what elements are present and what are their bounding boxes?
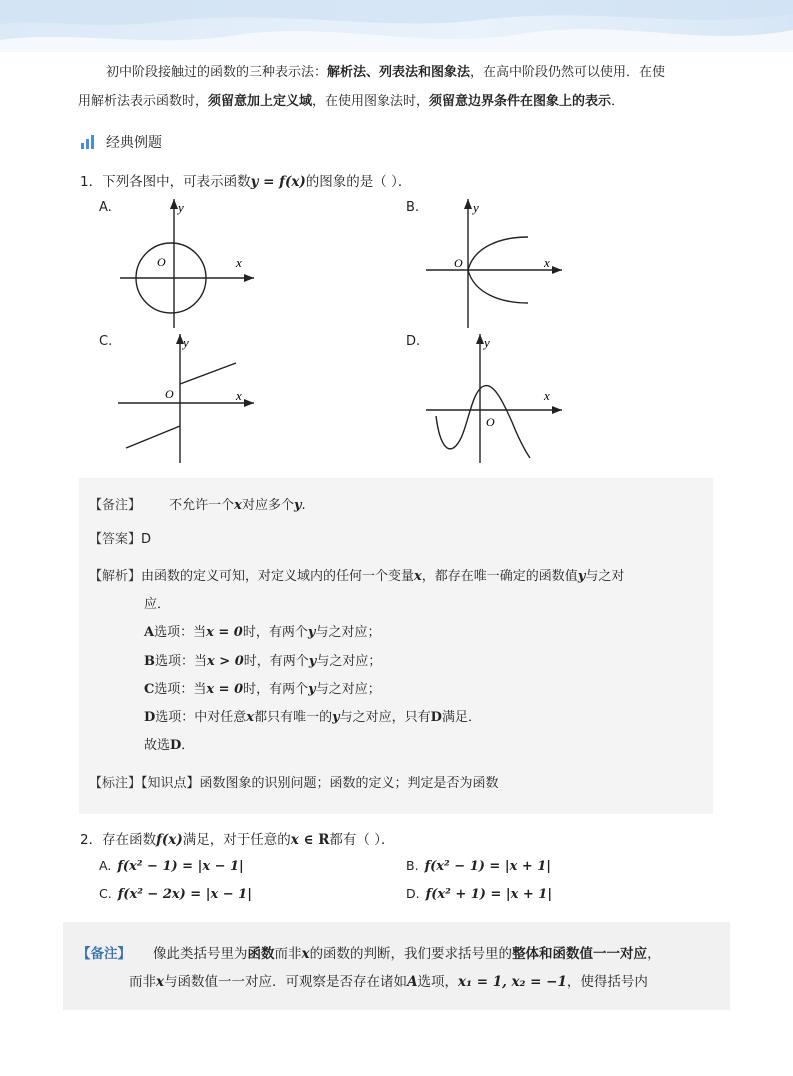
bar-chart-icon <box>80 134 96 150</box>
q2-option-label: C. <box>99 886 112 901</box>
q2-option-label: A. <box>99 858 112 873</box>
q2-remark-text: 而非 <box>274 946 302 962</box>
x-axis-label: x <box>544 255 550 270</box>
q2-option-label: B. <box>406 858 419 873</box>
option-b-label[interactable]: B. <box>406 200 420 215</box>
origin-label: O <box>486 415 495 429</box>
q2-option-b[interactable] <box>406 858 551 874</box>
q2-remark-text: 与函数值一一对应．可观察是否存在诸如 <box>164 974 408 990</box>
remark-text: . <box>301 498 306 513</box>
analysis-text: 时，有两个 <box>243 654 309 669</box>
analysis-option-d <box>144 706 481 725</box>
y-axis-label: y <box>484 335 490 350</box>
q2-remark-text: 而非 <box>129 974 156 990</box>
analysis-text: 故选 <box>144 738 171 753</box>
tags-row <box>89 772 499 791</box>
q2-option-expr: f(x² − 1) = |x + 1| <box>424 859 552 874</box>
remark-math: y <box>293 498 302 513</box>
x-axis-arrow <box>244 274 254 282</box>
section-heading <box>80 132 162 152</box>
q2-text: 都有（ ）． <box>329 832 395 848</box>
option-c-label[interactable]: C. <box>99 334 113 349</box>
analysis-text: 都只有唯一的 <box>254 710 333 725</box>
q2-text: 2．存在函数 <box>80 832 157 848</box>
analysis-math: x = 0 <box>206 625 243 640</box>
analysis-option-a <box>144 621 380 640</box>
question-2-stem <box>80 828 394 848</box>
q2-option-c[interactable] <box>99 886 252 902</box>
header-wave-decoration <box>0 0 793 52</box>
q2-math: f(x) <box>156 832 183 848</box>
analysis-option-b <box>144 650 381 669</box>
analysis-row <box>89 565 624 584</box>
analysis-math: x > 0 <box>207 654 244 669</box>
q1-solution-box <box>79 478 713 814</box>
analysis-math: y <box>307 625 316 640</box>
option-letter: D <box>144 710 156 725</box>
analysis-math: y <box>332 710 340 725</box>
option-letter: A <box>144 625 155 640</box>
analysis-line-2: 应． <box>144 597 171 612</box>
q2-remark-math: x <box>156 974 165 990</box>
lower-ray <box>126 426 180 448</box>
analysis-text: 选项：当 <box>154 682 207 697</box>
q2-remark-text: 选项， <box>417 974 459 990</box>
intro-paragraph <box>78 58 718 116</box>
analysis-text: 时，有两个 <box>243 682 309 697</box>
graph-c-piecewise-lines[interactable] <box>112 330 262 465</box>
x-axis-arrow <box>244 399 254 407</box>
analysis-text: 满足． <box>441 710 481 725</box>
q2-option-expr: f(x² − 1) = |x − 1| <box>117 859 244 874</box>
q2-remark-tag: 【备注】 <box>77 946 131 962</box>
intro-text: 初中阶段接触过的函数的三种表示法： <box>106 65 328 80</box>
intro-text: ，在使用图象法时， <box>312 94 430 109</box>
y-axis-label: y <box>178 200 184 215</box>
analysis-text: ，都存在唯一确定的函数值 <box>421 569 578 584</box>
q2-remark-bold: 整体和函数值一一对应 <box>512 946 648 962</box>
answer-row <box>89 528 151 547</box>
y-axis-arrow <box>170 199 178 209</box>
q2-remark-text: 的函数的判断，我们要求括号里的 <box>309 946 513 962</box>
graph-b-sideways-parabola[interactable] <box>420 195 570 330</box>
intro-text: ． <box>611 94 625 109</box>
y-axis-label: y <box>183 335 189 350</box>
analysis-text: 选项：当 <box>155 654 208 669</box>
option-letter: D <box>430 710 442 725</box>
analysis-text: ． <box>181 738 195 753</box>
x-axis-arrow <box>552 406 562 414</box>
analysis-option-c <box>144 678 381 697</box>
x-axis-label: x <box>544 388 550 403</box>
analysis-math: y <box>308 682 316 697</box>
answer-tag: 【答案】 <box>89 532 142 547</box>
analysis-conclusion <box>144 734 194 753</box>
graph-a-circle[interactable] <box>112 195 262 330</box>
intro-bold-boundary: 须留意边界条件在图象上的表示 <box>429 94 612 109</box>
analysis-math: y <box>308 654 317 669</box>
analysis-text: 与之对应； <box>316 654 382 669</box>
x-axis-label: x <box>236 255 242 270</box>
analysis-text: 与之对应，只有 <box>339 710 431 725</box>
analysis-tag: 【解析】 <box>89 569 142 584</box>
section-title: 经典例题 <box>106 135 162 151</box>
q2-option-a[interactable] <box>99 858 244 874</box>
origin-label: O <box>165 387 174 401</box>
analysis-text: 由函数的定义可知，对定义域内的任何一个变量 <box>141 569 415 584</box>
answer-value: D <box>141 532 152 547</box>
intro-bold-domain: 须留意加上定义域 <box>208 94 313 109</box>
remark-math: x <box>234 498 242 513</box>
option-letter: B <box>144 654 155 669</box>
graph-d-cubic-curve[interactable] <box>420 330 570 465</box>
intro-text: 用解析法表示函数时， <box>78 94 209 109</box>
option-a-label[interactable]: A. <box>99 200 112 215</box>
x-axis-arrow <box>552 266 562 274</box>
q2-option-d[interactable] <box>406 886 552 902</box>
q2-text: 满足，对于任意的 <box>182 832 291 848</box>
q2-option-label: D. <box>406 886 420 901</box>
analysis-text: 与之对应； <box>315 682 381 697</box>
analysis-math: x <box>414 569 422 584</box>
q2-remark-text: ，使得括号内 <box>566 974 648 990</box>
analysis-text: 与之对 <box>585 569 625 584</box>
remark-text: 对应多个 <box>241 498 294 513</box>
option-letter: D <box>170 738 182 753</box>
q2-math: x ∈ <box>290 832 319 848</box>
q2-remark-math: x₁ = 1, x₂ = −1 <box>458 974 567 990</box>
q2-remark-math: A <box>407 974 418 990</box>
origin-label: O <box>157 255 166 269</box>
analysis-text: 时，有两个 <box>242 625 308 640</box>
q2-remark-text: 像此类括号里为 <box>153 946 248 962</box>
q2-option-expr: f(x² + 1) = |x + 1| <box>425 887 553 902</box>
analysis-text: 与之对应； <box>315 625 381 640</box>
q2-remark-bold: 函数 <box>247 946 275 962</box>
q2-math: R <box>318 832 330 848</box>
remark-tag: 【备注】 <box>89 498 142 513</box>
option-letter: C <box>144 682 155 697</box>
analysis-text: 选项：当 <box>154 625 207 640</box>
q2-remark-line-1 <box>77 942 661 962</box>
cubic-curve <box>436 386 530 458</box>
x-axis-label: x <box>236 388 242 403</box>
question-1-stem <box>80 170 411 190</box>
analysis-math: x <box>246 710 255 725</box>
q1-math: y = f(x) <box>250 174 306 190</box>
intro-bold-methods: 解析法、列表法和图象法 <box>327 65 471 80</box>
q2-remark-box <box>63 922 730 1010</box>
q2-remark-text: ， <box>647 946 661 962</box>
y-axis-label: y <box>473 200 479 215</box>
q2-remark-line-2 <box>129 970 648 990</box>
analysis-math: x = 0 <box>206 682 244 697</box>
q2-option-expr: f(x² − 2x) = |x − 1| <box>117 887 252 902</box>
y-axis-arrow <box>476 334 484 344</box>
option-d-label[interactable]: D. <box>406 334 421 349</box>
origin-label: O <box>454 256 463 270</box>
upper-ray <box>180 363 236 384</box>
y-axis-arrow <box>464 199 472 209</box>
analysis-text: 选项：中对任意 <box>155 710 247 725</box>
q1-text: 1．下列各图中，可表示函数 <box>80 174 251 190</box>
analysis-math: y <box>577 569 586 584</box>
intro-text: ，在高中阶段仍然可以使用．在使 <box>470 65 666 80</box>
q2-remark-math: x <box>301 946 310 962</box>
remark-row <box>89 494 306 513</box>
tags-text: 【知识点】函数图象的识别问题；函数的定义；判定是否为函数 <box>141 776 499 791</box>
remark-text: 不允许一个 <box>169 498 235 513</box>
tags-tag: 【标注】 <box>89 776 142 791</box>
q1-text: 的图象的是（ ）． <box>305 174 412 190</box>
